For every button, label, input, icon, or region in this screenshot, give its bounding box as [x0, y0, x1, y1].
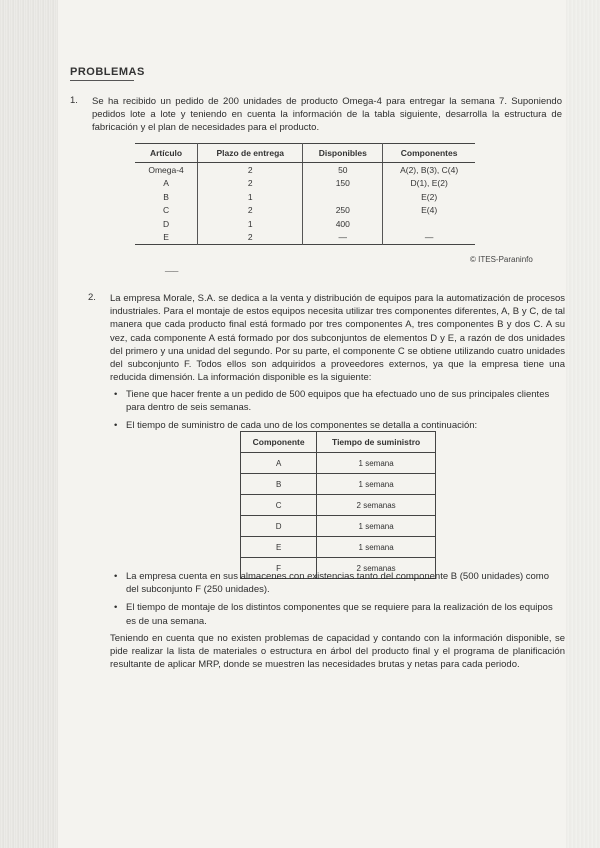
table-cell: — — [303, 231, 383, 245]
table-cell: A — [163, 178, 169, 189]
table-cell: B — [241, 474, 317, 495]
table-row — [135, 217, 475, 231]
problem-2-bullets-second — [112, 570, 564, 633]
table-cell: 400 — [303, 217, 383, 231]
table-cell: F — [241, 558, 317, 579]
table-cell: 1 — [198, 190, 303, 204]
header-cell: Tiempo de suministro — [317, 432, 436, 453]
table-row — [135, 190, 475, 204]
header-cell: Plazo de entrega — [198, 144, 303, 163]
problem-2-closing — [110, 632, 565, 672]
table-cell: 2 semanas — [317, 558, 436, 579]
table-header-row — [135, 144, 475, 163]
problem-2-table — [240, 431, 436, 579]
table-cell: E(4) — [383, 204, 475, 218]
table-cell: Omega-4 — [148, 164, 184, 175]
table-cell: 2 — [198, 204, 303, 218]
table-cell — [383, 217, 475, 231]
table-cell: 2 — [198, 177, 303, 191]
table-cell: 1 — [198, 217, 303, 231]
table-cell: D — [162, 218, 170, 229]
problem-1-paragraph: Se ha recibido un pedido de 200 unidades de producto Omega-4 para entregar la semana 7. Suponiendo pedidos lote a lote y teniendo en cuenta la información de la tabla siguiente, desarrolla la estructura de fabricación y el plan de necesidades para el producto. — [92, 96, 562, 134]
table-cell: D(1), E(2) — [383, 177, 475, 191]
table-cell: 250 — [303, 204, 383, 218]
problem-1-table — [135, 143, 475, 245]
header-cell: Disponibles — [303, 144, 383, 163]
table-cell: 1 semana — [317, 453, 436, 474]
closing-paragraph: Teniendo en cuenta que no existen problemas de capacidad y contando con la información disponible, se pide realizar la lista de materiales o estructura en árbol del producto final y el programa de planificación resultante de aplicar MRP, donde se muestren las necesidades brutas y netas para cada periodo. — [110, 633, 565, 671]
table-cell: C — [241, 495, 317, 516]
table-cell: 150 — [303, 177, 383, 191]
header-cell: Componentes — [383, 144, 475, 163]
table-cell: B — [163, 191, 169, 202]
table-cell: — — [383, 231, 475, 245]
header-cell: Componente — [241, 432, 317, 453]
problem-1-number: 1. — [70, 95, 78, 106]
table-row — [241, 453, 436, 474]
table-cell: 2 semanas — [317, 495, 436, 516]
list-item: • El tiempo de suministro de cada uno de los componentes se detalla a continuación: — [112, 419, 562, 432]
table-cell: E(2) — [383, 190, 475, 204]
page-title: PROBLEMAS — [70, 66, 145, 78]
table-cell: E — [241, 537, 317, 558]
problem-2-paragraph: La empresa Morale, S.A. se dedica a la venta y distribución de equipos para la automatización de procesos industriales. Para el montaje de estos equipos necesita utilizar tres componentes diferentes, A, B y C, de tal manera que cada producto final está formado por tres componentes A, tres componentes B y dos C. A su vez, cada componente A está formado por dos subconjuntos de elementos D y E, a razón de dos unidades del primero y una unidad del segundo. Por su parte, el componente C se obtiene utilizando cuatro unidades del subconjunto F. Todos ellos son adquiridos a proveedores externos, ya que la empresa tiene una reducida dimensión. La información disponible es la siguiente: — [110, 293, 565, 384]
table-row — [135, 177, 475, 191]
table-row — [241, 495, 436, 516]
table-cell: E — [163, 232, 169, 243]
problem-1-text — [92, 95, 562, 135]
table-cell: 2 — [198, 163, 303, 177]
table-cell: A(2), B(3), C(4) — [383, 163, 475, 177]
list-item: • La empresa cuenta en sus almacenes con existencias tanto del componente B (500 unidades) como del subconjunto F (250 unidades). — [112, 570, 564, 596]
table-cell: A — [241, 453, 317, 474]
table-row — [241, 516, 436, 537]
table-cell: C — [162, 205, 170, 216]
table-row — [135, 163, 475, 177]
header-cell: Artículo — [135, 144, 198, 163]
source-credit: © ITES-Paraninfo — [470, 255, 533, 264]
table-row — [135, 204, 475, 218]
table-cell: D — [241, 516, 317, 537]
problem-2-text — [110, 292, 565, 384]
table-row — [241, 537, 436, 558]
problem-2-number: 2. — [88, 292, 96, 303]
table-cell: 2 — [198, 231, 303, 245]
table-row — [241, 474, 436, 495]
table-row — [135, 231, 475, 245]
separator-dash: ___ — [165, 263, 179, 272]
table-header-row — [241, 432, 436, 453]
table-cell: 1 semana — [317, 474, 436, 495]
title-underline — [70, 80, 134, 81]
list-item: • Tiene que hacer frente a un pedido de 500 equipos que ha efectuado uno de sus principales clientes para dentro de seis semanas. — [112, 388, 562, 414]
table-cell: 1 semana — [317, 516, 436, 537]
list-item: • El tiempo de montaje de los distintos componentes que se requiere para la realización de los equipos es de una semana. — [112, 601, 564, 627]
table-cell — [303, 190, 383, 204]
table-cell: 50 — [303, 163, 383, 177]
table-cell: 1 semana — [317, 537, 436, 558]
